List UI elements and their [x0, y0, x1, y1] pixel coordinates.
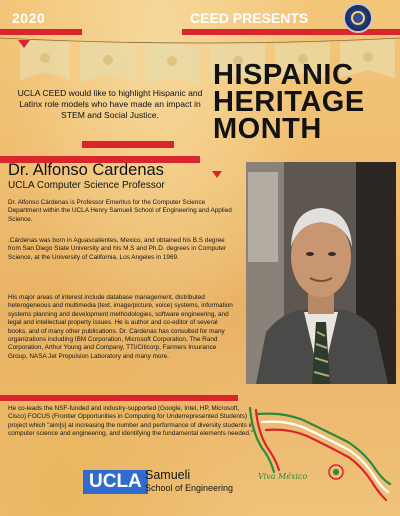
red-bar-top-left: [0, 29, 82, 35]
intro-text: UCLA CEED would like to highlight Hispanic and Latinx role models who have made an impact in STEM and Social Justice.: [17, 88, 203, 120]
red-triangle-marker: [18, 40, 30, 48]
red-triangle-marker-right: [212, 171, 222, 178]
presents-label: CEED PRESENTS: [190, 10, 309, 26]
person-name: Dr. Alfonso Cardenas: [8, 161, 164, 179]
title-line: MONTH: [213, 113, 322, 145]
samueli-label: Samueli: [145, 468, 191, 482]
samueli-logo: [145, 469, 233, 495]
title-line: HISPANIC: [213, 59, 354, 91]
viva-mexico-text: Viva México: [258, 472, 308, 481]
bio-paragraph: Dr. Alfonso Cárdenas is Professor Emeritus for the Computer Science Department within the UCLA Henry Samueli School of Engineering and Applied Science.: [8, 199, 232, 223]
portrait-photo: [246, 162, 396, 384]
page-title: [213, 59, 398, 145]
ceed-seal-icon: [343, 3, 373, 33]
ucla-logo: UCLA: [83, 470, 148, 494]
person-role: UCLA Computer Science Professor: [8, 180, 165, 191]
title-line: HERITAGE: [213, 86, 365, 118]
bio-paragraph: He co-leads the NSF-funded and industry-supported (Google, Intel, HP, Microsoft, Cisco) FOCUS (Frontier Opportunities in Computing for Underrepresented Students) project which "aim[s] at increasing the number and performance of diversity students in computer science and engineering, and identifying the fundamental elements needed.": [8, 405, 254, 438]
bio-paragraph: His major areas of interest include database management, distributed heterogeneous and multimedia (text, image/picture, voice) systems, information systems planning and development methodologies, software engineering, and legal and intellectual property issues. He is author and co-editor of several books, and of many other publications. Dr. Cárdenas has consulted for many organizations including IBM Corporation, Microsoft Corporation, The Rand Corporation, Arthur Young and Company, TTI/Citicorp, Farmers Insurance Group, NASA Jet Propulsion Laboratory and many more.: [8, 294, 233, 360]
year-label: 2020: [12, 10, 46, 26]
red-bar-top-right: [182, 29, 400, 35]
mexico-map-illustration: [248, 402, 398, 512]
bio-paragraph: .Cárdenas was born in Aguascalientes, Mexico, and obtained his B.S degree from San Diego State University and his M.S and Ph.D. degrees in Computer Science, at the University of California, Los Angeles in 1969.: [8, 237, 227, 261]
red-bar-mid: [82, 141, 174, 148]
school-label: School of Engineering: [145, 483, 234, 493]
red-bar-bottom: [0, 395, 238, 401]
